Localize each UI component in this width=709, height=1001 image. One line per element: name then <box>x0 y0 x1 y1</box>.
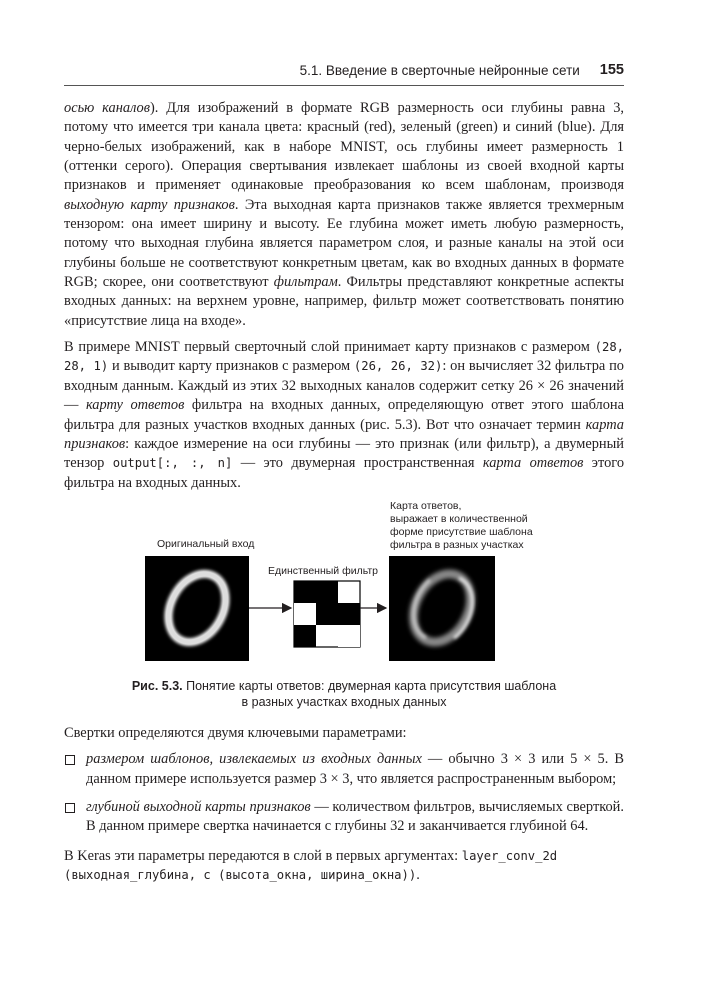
term-filters: фильтрам <box>273 274 338 291</box>
caption-text-2: в разных участках входных данных <box>241 694 447 709</box>
page-number: 155 <box>599 62 624 78</box>
code-input-shape: (28, 28, 1) <box>64 340 624 374</box>
text-run: . Эта выходная карта признаков также является трехмерным тензором: она имеет ширину и высоту. Ее глубина может иметь любую размерность, потому что выходная глубина является параметром слоя, и разные каналы на этой оси глубины больше не соответствуют конкретным цветам, как во входных данных в формате RGB; скорее, они соответствуют <box>64 196 624 291</box>
text-run: В примере MNIST первый сверточный слой принимает карту признаков с размером <box>64 339 595 356</box>
text-run: : он вычисляет 32 фильтра по входным данным. Каждый из этих 32 выходных каналов содержит сетку 26 × 26 значений — <box>64 358 624 414</box>
list-term: размером шаблонов, извлекаемых из входных данных <box>86 751 422 768</box>
text-run: — это двумерная пространственная <box>232 455 483 472</box>
list-text: — обычно 3 × 3 или 5 × 5. В данном примере используется размер 3 × 3, что является распространенным выбором; <box>86 751 625 787</box>
label-line: форме присутствие шаблона <box>390 525 533 538</box>
parameter-list <box>64 750 624 836</box>
list-term: глубиной выходной карты признаков <box>86 798 311 815</box>
running-header <box>64 60 624 80</box>
paragraph-2 <box>64 338 624 493</box>
term-feature-map: карта признаков <box>64 416 624 452</box>
code-output-shape: (26, 26, 32) <box>353 359 443 374</box>
original-digit-image <box>145 556 249 661</box>
caption-number: Рис. 5.3. <box>131 678 183 693</box>
figure-graphic <box>64 500 624 670</box>
text-run: . Фильтры представляют конкретные аспекты входных данных: на верхнем уровне, например, фильтр может соответствовать понятию «присутствие лица на входе». <box>64 274 624 329</box>
list-item <box>64 750 624 789</box>
list-item <box>64 798 624 837</box>
list-text: — количеством фильтров, вычисляемых сверткой. В данном примере свертка начинается с глубины 32 и заканчивается глубиной 64. <box>86 798 624 835</box>
term-response-map-2: карта ответов <box>482 455 584 472</box>
header-rule <box>64 85 624 86</box>
text-run: В Keras эти параметры передаются в слой в первых аргументах: <box>64 847 462 864</box>
checkbox-bullet-icon <box>65 803 75 813</box>
text-run: . <box>416 866 420 883</box>
checkbox-bullet-icon <box>65 755 75 765</box>
term-output-map: выходную карту признаков <box>64 196 235 213</box>
code-output-slice: output[:, :, n] <box>112 456 233 471</box>
label-line: выражает в количественной <box>390 512 528 525</box>
text-run: этого фильтра на входных данных. <box>64 455 625 491</box>
code-layer-conv: layer_conv_2d <box>461 848 558 863</box>
paragraph-3: Свертки определяются двумя ключевыми параметрами: <box>64 724 407 741</box>
text-run: и выводит карту признаков с размером <box>108 358 354 375</box>
section-title: 5.1. Введение в сверточные нейронные сети <box>299 62 580 78</box>
response-map-image <box>389 556 495 661</box>
figure-caption <box>64 678 624 710</box>
figure-5-3 <box>64 500 624 670</box>
term-response-map: карту ответов <box>85 397 185 414</box>
text-run: ). Для изображений в формате RGB размерность оси глубины равна 3, потому что имеется три канала цвета: красный (red), зеленый (green) и синий (blue). Для черно-белых изображений, как в наборе MNIST, ось глубины имеет размерность 1 (оттенки серого). Операция свертывания извлекает шаблоны из своей входной карты признаков и применяет одинаковые преобразования ко всем шаблонам, производя <box>64 100 625 194</box>
code-args: (выходная_глубина, c (высота_окна, ширина_окна)) <box>64 867 417 882</box>
term-channel-axis: осью каналов <box>64 100 150 116</box>
text-run: : каждое измерение на оси глубины — это признак (или фильтр), а двумерный тензор <box>64 435 624 472</box>
paragraph-1 <box>64 99 624 331</box>
caption-text: Понятие карты ответов: двумерная карта присутствия шаблона <box>182 678 557 693</box>
label-line: Карта ответов, <box>390 499 462 512</box>
label-line: фильтра в разных участках <box>390 538 524 551</box>
paragraph-4 <box>64 847 624 886</box>
label-original-input: Оригинальный вход <box>157 537 255 550</box>
page-body <box>64 99 624 892</box>
filter-pattern <box>294 581 360 647</box>
label-single-filter: Единственный фильтр <box>268 564 379 577</box>
text-run: фильтра на входных данных, определяющую ответ этого шаблона фильтра для разных участков входных данных (рис. 5.3). Вот что означает термин <box>64 397 625 433</box>
